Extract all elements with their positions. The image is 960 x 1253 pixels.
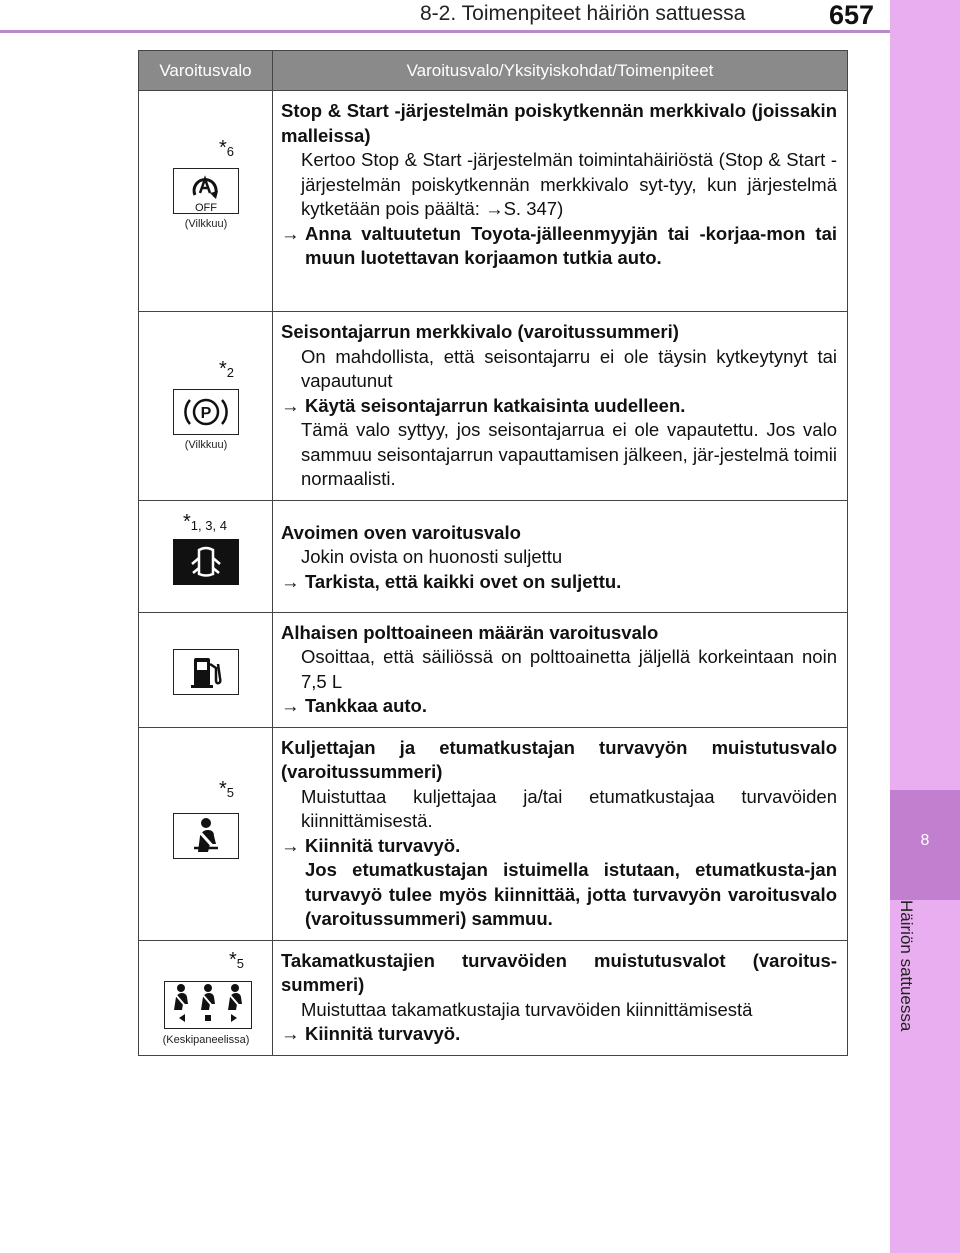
arrow-icon: → bbox=[281, 570, 300, 592]
seatbelt-icon bbox=[173, 813, 239, 859]
parking-brake-icon bbox=[173, 389, 239, 435]
arrow-icon: → bbox=[281, 834, 300, 856]
rear-seatbelts-icon bbox=[164, 981, 252, 1029]
footnote-marker: $*_{1, 3, 4}$ bbox=[183, 510, 227, 533]
fuel-pump-icon bbox=[173, 649, 239, 695]
footnote-marker: $*_6$ bbox=[219, 137, 235, 159]
warning-lights-table bbox=[138, 50, 848, 1056]
table-row bbox=[139, 500, 848, 612]
page-number: 657 bbox=[829, 0, 875, 30]
warning-action: → Käytä seisontajarrun katkaisinta uudelleen. bbox=[281, 394, 837, 419]
warning-details: On mahdollista, että seisontajarru ei ole täysin kytkeytynyt tai vapautunut bbox=[301, 345, 837, 391]
warning-title: Stop & Start -järjestelmän poiskytkennän merkkivalo (joissakin malleissa) bbox=[281, 100, 837, 146]
chapter-label: Häiriön sattuessa bbox=[897, 900, 916, 1032]
icon-cell bbox=[139, 91, 273, 312]
section-title: 8-2. Toimenpiteet häiriön sattuessa bbox=[420, 2, 746, 25]
svg-text:P: P bbox=[200, 405, 212, 422]
arrow-icon: → bbox=[281, 222, 300, 244]
col-header-icon: Varoitusvalo bbox=[139, 51, 273, 91]
chapter-label-box bbox=[896, 900, 920, 1060]
description-cell bbox=[273, 940, 848, 1055]
col-header-description: Varoitusvalo/Yksityiskohdat/Toimenpiteet bbox=[273, 51, 848, 91]
footnote-marker: $*_5$ bbox=[229, 948, 245, 971]
chapter-side-tab bbox=[890, 0, 960, 1253]
warning-action: → Anna valtuutetun Toyota-jälleenmyyjän tai -korjaa-mon tai muun luotettavan korjaamon tutkia auto. bbox=[281, 222, 837, 268]
icon-cell bbox=[139, 500, 273, 612]
warning-title: Kuljettajan ja etumatkustajan turvavyön muistutusvalo (varoitussummeri) bbox=[281, 736, 837, 782]
footnote-marker: $*_5$ bbox=[219, 777, 235, 800]
icon-cell bbox=[139, 612, 273, 727]
door-open-icon bbox=[173, 539, 239, 585]
warning-title: Seisontajarrun merkkivalo (varoitussummeri) bbox=[281, 321, 679, 342]
icon-cell bbox=[139, 312, 273, 501]
icon-caption: (Vilkkuu) bbox=[184, 439, 228, 451]
stop-start-off-icon bbox=[173, 168, 239, 214]
icon-caption: (Vilkkuu) bbox=[184, 218, 228, 230]
warning-action-note: Jos etumatkustajan istuimella istutaan, etumatkusta-jan turvavyö tulee myös kiinnittää, jotta turvavyön varoitusvalo (varoitussummeri) sammuu. bbox=[305, 859, 837, 929]
warning-title: Alhaisen polttoaineen määrän varoitusvalo bbox=[281, 621, 659, 643]
warning-title: Avoimen oven varoitusvalo bbox=[281, 521, 521, 543]
warning-details: Osoittaa, että säiliössä on polttoainetta jäljellä korkeintaan noin 7,5 L bbox=[301, 646, 837, 692]
footnote-marker: $*_2$ bbox=[219, 358, 235, 380]
icon-caption: (Keskipaneelissa) bbox=[162, 1033, 250, 1046]
icon-cell bbox=[139, 940, 273, 1055]
warning-title: Takamatkustajien turvavöiden muistutusvalot (varoitus-summeri) bbox=[281, 949, 837, 995]
warning-details: Muistuttaa kuljettajaa ja/tai etumatkustajaa turvavöiden kiinnittämisestä. bbox=[301, 785, 837, 831]
table-header-row bbox=[139, 51, 848, 91]
description-cell bbox=[273, 91, 848, 312]
arrow-icon: → bbox=[281, 695, 300, 716]
arrow-icon: → bbox=[281, 394, 300, 416]
table-row bbox=[139, 312, 848, 501]
warning-action: → Tarkista, että kaikki ovet on suljettu. bbox=[281, 570, 837, 595]
chapter-number: 8 bbox=[920, 832, 930, 849]
warning-action: → Kiinnitä turvavyö. bbox=[281, 1022, 837, 1047]
description-cell bbox=[273, 312, 848, 501]
description-cell bbox=[273, 500, 848, 612]
table-row bbox=[139, 612, 848, 727]
table-row bbox=[139, 727, 848, 940]
description-cell bbox=[273, 727, 848, 940]
header-rule bbox=[0, 30, 890, 33]
table-row bbox=[139, 940, 848, 1055]
icon-cell bbox=[139, 727, 273, 940]
arrow-icon: → bbox=[281, 1023, 300, 1044]
warning-details-extra: Tämä valo syttyy, jos seisontajarrua ei ole vapautettu. Jos valo sammuu seisontajarrun vapauttamisen jälkeen, jär-jestelmä toimii normaalisti. bbox=[301, 419, 837, 489]
warning-details: Muistuttaa takamatkustajia turvavöiden kiinnittämisestä bbox=[301, 998, 753, 1020]
table-row bbox=[139, 91, 848, 312]
warning-action: → Kiinnitä turvavyö. bbox=[281, 834, 837, 859]
description-cell bbox=[273, 612, 848, 727]
warning-details: Kertoo Stop & Start -järjestelmän toimintahäiriöstä (Stop & Start -järjestelmän poiskytkennän merkkivalo syt-tyy, kun järjestelmä kytketään pois päältä: →S. 347) bbox=[301, 149, 837, 219]
svg-text:OFF: OFF bbox=[195, 202, 217, 213]
warning-action: → Tankkaa auto. bbox=[281, 694, 837, 719]
warning-details: Jokin ovista on huonosti suljettu bbox=[301, 546, 563, 567]
